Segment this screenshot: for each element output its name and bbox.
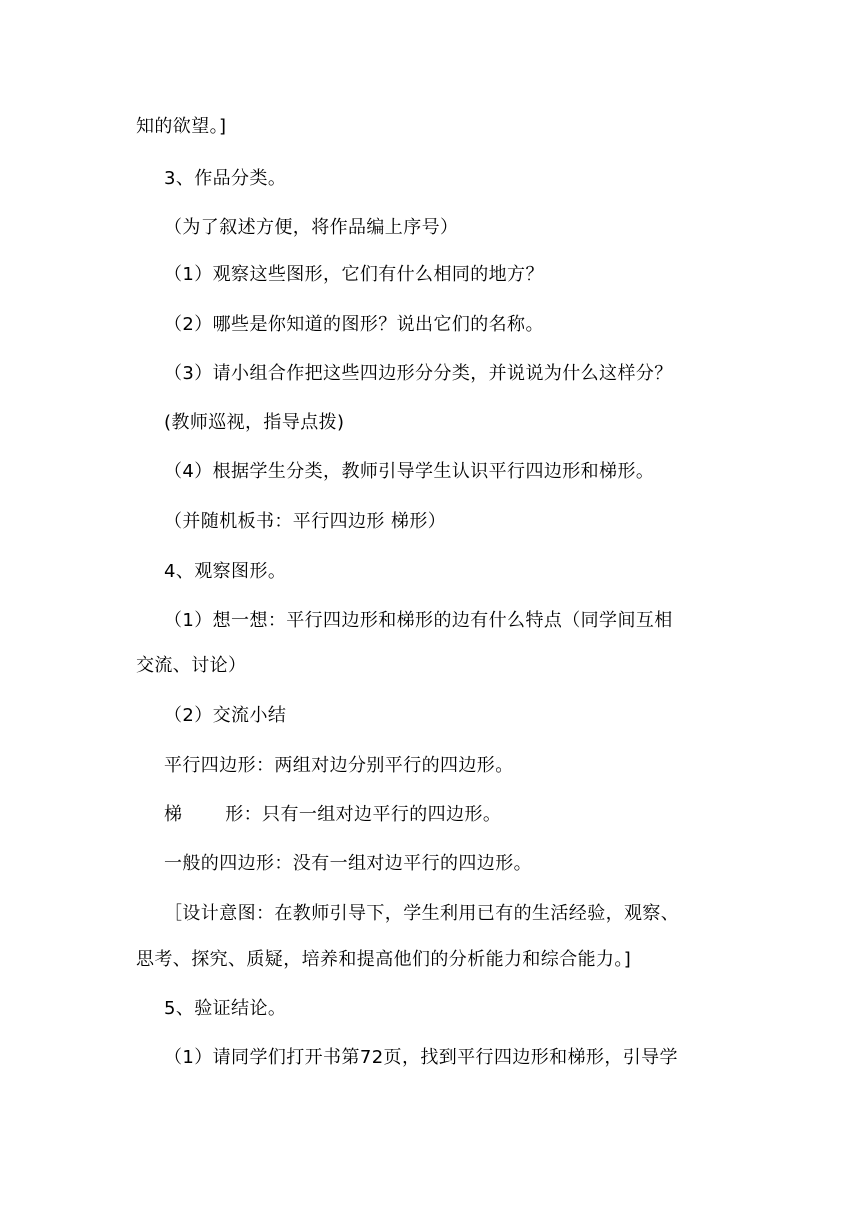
text-line: 思考、探究、质疑，培养和提高他们的分析能力和综合能力。] bbox=[136, 949, 632, 970]
text-line: 交流、讨论） bbox=[136, 655, 247, 676]
section-heading: 4、观察图形。 bbox=[164, 561, 287, 582]
text-line: (教师巡视，指导点拨) bbox=[164, 412, 345, 433]
text-line: （1）请同学们打开书第72页，找到平行四边形和梯形，引导学 bbox=[164, 1047, 678, 1068]
definition-line: 一般的四边形：没有一组对边平行的四边形。 bbox=[164, 853, 532, 874]
text-line: （为了叙述方便，将作品编上序号） bbox=[164, 217, 459, 238]
text-line: （3）请小组合作把这些四边形分分类，并说说为什么这样分？ bbox=[164, 363, 673, 384]
text-line: （2）交流小结 bbox=[164, 705, 287, 726]
text-line: （2）哪些是你知道的图形？说出它们的名称。 bbox=[164, 314, 544, 335]
text-line: （1）观察这些图形，它们有什么相同的地方？ bbox=[164, 264, 544, 285]
text-line: 知的欲望。] bbox=[136, 116, 227, 137]
section-heading: 3、作品分类。 bbox=[164, 168, 287, 189]
text-line: （4）根据学生分类，教师引导学生认识平行四边形和梯形。 bbox=[164, 461, 655, 482]
text-line: ［设计意图：在教师引导下，学生利用已有的生活经验，观察、 bbox=[164, 903, 680, 924]
section-heading: 5、验证结论。 bbox=[164, 998, 287, 1019]
definition-line: 梯 形：只有一组对边平行的四边形。 bbox=[164, 804, 502, 825]
definition-line: 平行四边形：两组对边分别平行的四边形。 bbox=[164, 755, 514, 776]
text-line: （1）想一想：平行四边形和梯形的边有什么特点（同学间互相 bbox=[164, 610, 673, 631]
text-line: （并随机板书：平行四边形 梯形） bbox=[164, 511, 447, 532]
